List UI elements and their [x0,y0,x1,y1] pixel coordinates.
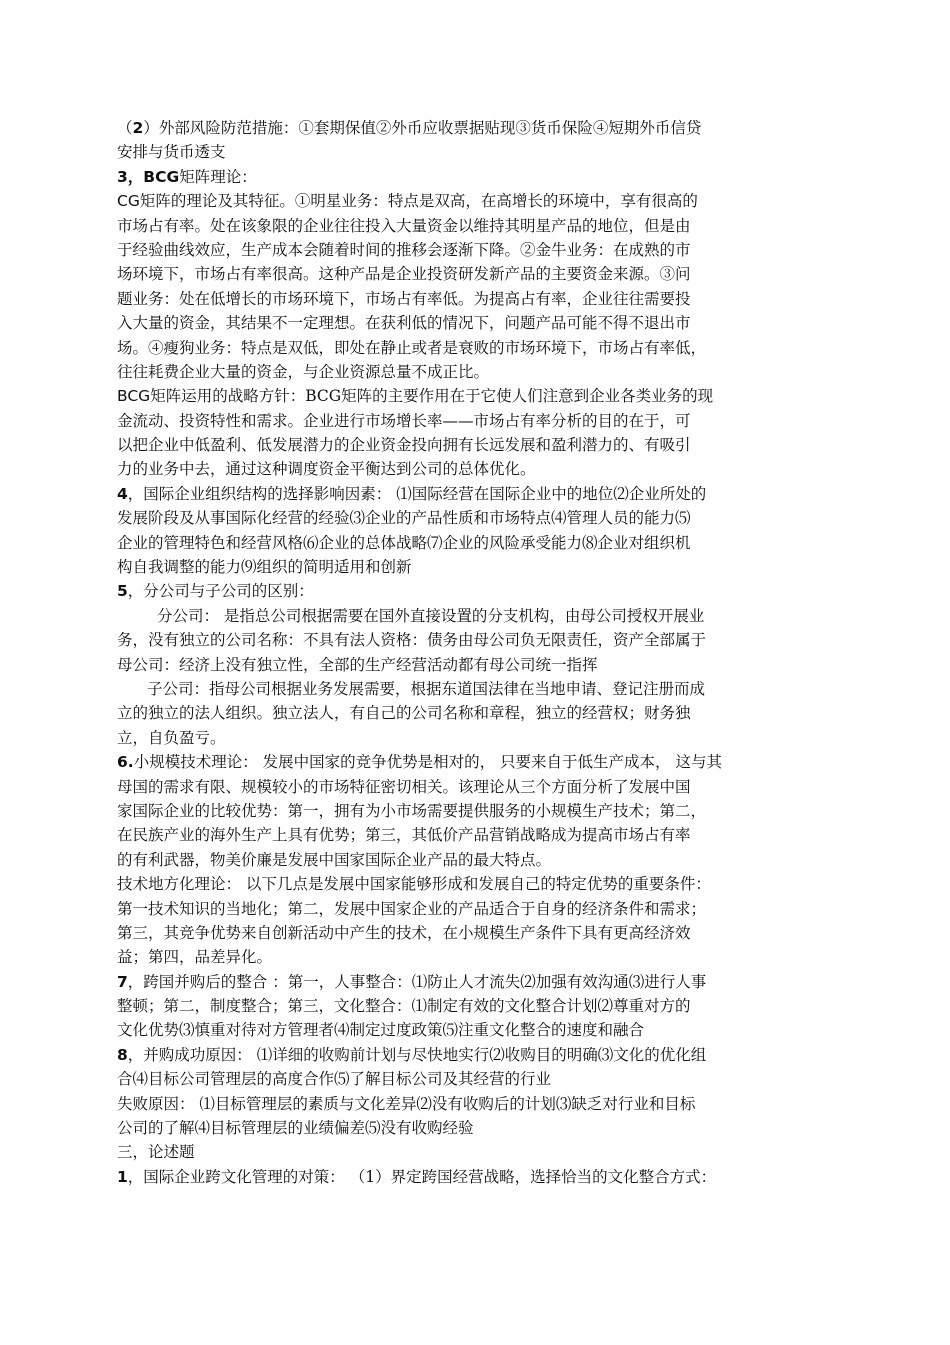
text-line [117,848,837,872]
text-line [117,457,837,481]
line-text: 公司的了解⑷目标管理层的业绩偏差⑸没有收购经验 [117,1119,474,1138]
text-line [117,945,837,969]
line-text: 往往耗费企业大量的资金，与企业资源总量不成正比。 [117,362,490,381]
section-heading [117,579,837,603]
text-line [117,311,837,335]
text-line [117,531,837,555]
section-heading [117,1140,837,1164]
line-text: 矩阵理论： [179,167,257,186]
text-line [117,433,837,457]
line-text: 子公司：指母公司根据业务发展需要，根据东道国法律在当地申请、登记注册而成 [147,679,706,698]
line-text: 合⑷目标公司管理层的高度合作⑸了解目标公司及其经营的行业 [117,1070,552,1089]
item-number: 4 [117,484,128,503]
text-line [117,214,837,238]
line-text: 母国的需求有限、规模较小的市场特征密切相关。该理论从三个方面分析了发展中国 [117,777,691,796]
section-heading [117,1165,837,1189]
line-text: 企业的管理特色和经营风格⑹企业的总体战略⑺企业的风险承受能力⑻企业对组织机 [117,533,691,552]
text-line [117,238,837,262]
text-line [117,262,837,286]
text-line [117,994,837,1018]
line-text: 矩阵的理论及其特征。①明星业务：特点是双高，在高增长的环境中，享有很高的 [139,192,698,211]
line-text: ，国际企业组织结构的选择影响因素： ⑴国际经营在国际企业中的地位⑵企业所处的 [127,484,707,503]
section-heading [117,482,837,506]
line-text: ）外部风险防范措施：①套期保值②外币应收票据贴现③货币保险④短期外币信贷 [143,119,702,137]
line-text: 立的独立的法人组织。独立法人，有自己的公司名称和章程，独立的经营权；财务独 [117,704,691,723]
line-text: 于经验曲线效应，生产成本会随着时间的推移会逐渐下降。②金牛业务：在成熟的市 [117,240,691,259]
line-text: 安排与货币透支 [117,143,226,162]
item-number: 5 [117,582,128,601]
line-text: 金流动、投资特性和需求。企业进行市场增长率——市场占有率分析的目的在于，可 [117,411,691,430]
text-line [117,726,837,750]
line-text: 分公司： 是指总公司根据需要在国外直接设置的分支机构，由母公司授权开展业 [157,606,705,625]
line-text: 构自我调整的能力⑼组织的简明适用和创新 [117,558,412,577]
line-text: ，国际企业跨文化管理的对策： （1）界定跨国经营战略，选择恰当的文化整合方式： [127,1167,717,1186]
line-text: 益；第四，品差异化。 [117,948,273,967]
line-text: 市场占有率。处在该象限的企业往往投入大量资金以维持其明星产品的地位，但是由 [117,216,691,235]
line-text: 题业务：处在低增长的市场环境下，市场占有率低。为提高占有率，企业往往需要投 [117,289,691,308]
text-line [117,701,837,725]
line-text: 在民族产业的海外生产上具有优势；第三，其低价产品营销战略成为提高市场占有率 [117,826,691,845]
item-number: 3，BCG [117,167,180,186]
line-text: 第一技术知识的当地化；第二，发展中国家企业的产品适合于自身的经济条件和需求； [117,899,707,918]
text-line [117,189,837,213]
section-heading [117,165,837,189]
item-number: 7 [117,972,128,991]
line-text: 场环境下，市场占有率很高。这种产品是企业投资研发新产品的主要资金来源。③问 [117,265,691,284]
text-line [117,775,837,799]
line-text: 三，论述题 [117,1143,195,1162]
line-lead: BCG [117,387,151,406]
line-lead: CG [117,192,140,211]
text-line [117,799,837,823]
text-line [117,628,837,652]
text-line [117,336,837,360]
text-line [117,116,837,140]
line-text: 立，自负盈亏。 [117,728,226,747]
text-line [117,823,837,847]
line-text: 矩阵运用的战略方针：BCG矩阵的主要作用在于它使人们注意到企业各类业务的现 [150,387,714,406]
line-text: 的有利武器，物美价廉是发展中国家国际企业产品的最大特点。 [117,850,552,869]
line-text: 以把企业中低盈利、低发展潜力的企业资金投向拥有长远发展和盈利潜力的、有吸引 [117,436,691,455]
line-text: 家国际企业的比较优势：第一，拥有为小市场需要提供服务的小规模生产技术；第二， [117,801,707,820]
text-line [117,1092,837,1116]
text-line [117,384,837,408]
text-line [117,872,837,896]
line-text: ，跨国并购后的整合 ：第一，人事整合：⑴防止人才流失⑵加强有效沟通⑶进行人事 [127,972,707,991]
text-line [117,921,837,945]
line-text: 失败原因： ⑴目标管理层的素质与文化差异⑵没有收购后的计划⑶缺乏对行业和目标 [117,1094,696,1113]
paren-open: （ [117,119,133,137]
line-text: 技术地方化理论： 以下几点是发展中国家能够形成和发展自己的特定优势的重要条件： [117,875,711,894]
text-line [117,140,837,164]
document-body [117,116,837,1189]
item-number: 2 [132,119,144,137]
line-text: 力的业务中去，通过这种调度资金平衡达到公司的总体优化。 [117,460,536,479]
line-text: ，并购成功原因： ⑴详细的收购前计划与尽快地实行⑵收购目的明确⑶文化的优化组 [127,1045,707,1064]
line-text: 文化优势⑶慎重对待对方管理者⑷制定过度政策⑸注重文化整合的速度和融合 [117,1021,645,1040]
line-text: ，分公司与子公司的区别： [127,582,314,601]
text-line [117,653,837,677]
text-line [117,1116,837,1140]
text-line [117,897,837,921]
line-text: 第三，其竞争优势来自创新活动中产生的技术，在小规模生产条件下具有更高经济效 [117,923,691,942]
line-text: 小规模技术理论： 发展中国家的竞争优势是相对的， 只要来自于低生产成本， 这与其 [133,753,722,772]
line-text: 入大量的资金，其结果不一定理想。在获利低的情况下，问题产品可能不得不退出市 [117,314,691,333]
text-line [117,555,837,579]
section-heading [117,970,837,994]
text-line [117,287,837,311]
line-text: 场。④瘦狗业务：特点是双低，即处在静止或者是衰败的市场环境下，市场占有率低， [117,338,707,357]
section-heading [117,750,837,774]
item-number: 8 [117,1045,128,1064]
text-line [117,360,837,384]
line-text: 整顿；第二，制度整合；第三，文化整合：⑴制定有效的文化整合计划⑵尊重对方的 [117,997,691,1016]
line-text: 务，没有独立的公司名称：不具有法人资格：债务由母公司负无限责任，资产全部属于 [117,631,707,650]
text-line [117,1018,837,1042]
text-line [117,506,837,530]
text-line [117,604,837,628]
section-heading [117,1043,837,1067]
text-line [117,409,837,433]
line-text: 母公司：经济上没有独立性，全部的生产经营活动都有母公司统一指挥 [117,655,598,674]
line-text: 发展阶段及从事国际化经营的经验⑶企业的产品性质和市场特点⑷管理人员的能力⑸ [117,509,691,528]
text-line [117,677,837,701]
item-number: 1 [117,1167,128,1186]
text-line [117,1067,837,1091]
item-number: 6. [117,753,134,772]
